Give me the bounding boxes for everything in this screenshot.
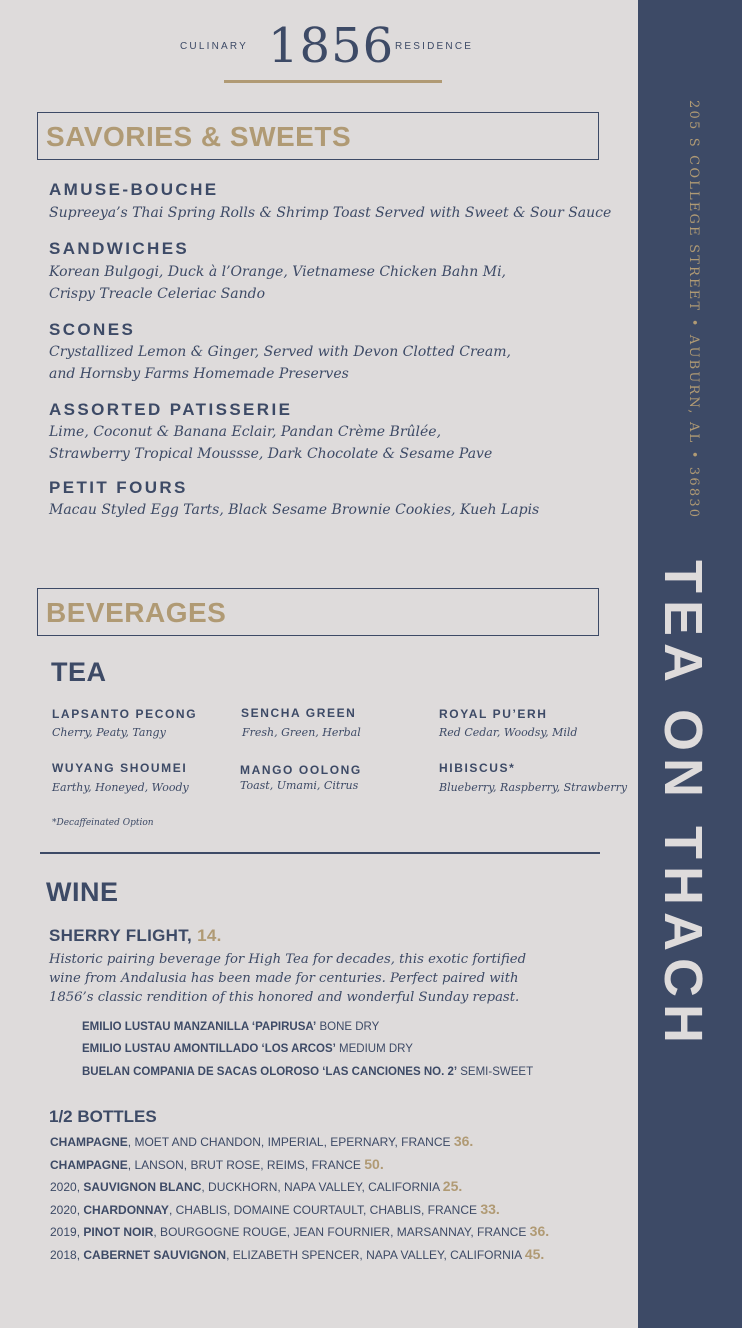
logo-right-text: RESIDENCE xyxy=(395,41,474,52)
menu-item-description: and Hornsby Farms Homemade Preserves xyxy=(49,366,349,382)
bottle-item xyxy=(50,1246,544,1262)
bottle-varietal: CHAMPAGNE xyxy=(50,1158,128,1172)
sherry-description-line: wine from Andalusia has been made for centuries. Perfect paired with xyxy=(49,971,519,986)
bottle-varietal: SAUVIGNON BLANC xyxy=(83,1180,202,1194)
bottle-price: 36. xyxy=(453,1133,474,1149)
bottle-varietal: CABERNET SAUVIGNON xyxy=(83,1248,227,1262)
menu-item-title: AMUSE-BOUCHE xyxy=(49,180,219,199)
bottle-price: 25. xyxy=(442,1178,463,1194)
beverages-section-header xyxy=(37,588,599,636)
tea-notes: Red Cedar, Woodsy, Mild xyxy=(439,726,578,739)
tea-notes: Toast, Umami, Citrus xyxy=(240,779,359,792)
beverages-heading: BEVERAGES xyxy=(46,597,227,628)
menu-item-description: Macau Styled Egg Tarts, Black Sesame Brownie Cookies, Kueh Lapis xyxy=(49,502,540,518)
tea-heading: TEA xyxy=(51,657,107,687)
savories-section-header xyxy=(37,112,599,160)
tea-name: MANGO OOLONG xyxy=(240,763,362,777)
sherry-item xyxy=(82,1021,379,1033)
brand-name: TEA ON THACH xyxy=(653,560,713,1050)
savories-heading: SAVORIES & SWEETS xyxy=(46,121,352,152)
menu-item-description: Strawberry Tropical Moussse, Dark Chocolate & Sesame Pave xyxy=(49,446,493,462)
half-bottles-title: 1/2 BOTTLES xyxy=(49,1107,157,1126)
bottle-item xyxy=(50,1178,462,1194)
sherry-item-style: SEMI-SWEET xyxy=(457,1066,534,1078)
bottle-item xyxy=(50,1133,473,1149)
menu-item-title: PETIT FOURS xyxy=(49,478,188,497)
sherry-item-name: BUELAN COMPANIA DE SACAS OLOROSO ‘LAS CANCIONES NO. 2’ xyxy=(82,1066,458,1078)
bottle-varietal: CHAMPAGNE xyxy=(50,1135,128,1149)
section-divider xyxy=(40,852,600,854)
menu-item-title: SANDWICHES xyxy=(49,239,190,258)
sherry-flight-title xyxy=(49,926,222,946)
sherry-description-line: 1856’s classic rendition of this honored and wonderful Sunday repast. xyxy=(49,990,520,1005)
wine-heading: WINE xyxy=(46,877,119,907)
sherry-item-style: MEDIUM DRY xyxy=(335,1043,413,1055)
logo-underline xyxy=(224,80,442,83)
bottle-price: 50. xyxy=(364,1156,384,1172)
sherry-item-name: EMILIO LUSTAU MANZANILLA ‘PAPIRUSA’ xyxy=(82,1021,317,1033)
tea-notes: Blueberry, Raspberry, Strawberry xyxy=(439,781,628,794)
tea-name: LAPSANTO PECONG xyxy=(52,707,198,721)
bottle-price: 33. xyxy=(480,1201,500,1217)
bottle-details: , BOURGOGNE ROUGE, JEAN FOURNIER, MARSANNAY, FRANCE xyxy=(153,1225,530,1239)
bottle-details: , DUCKHORN, NAPA VALLEY, CALIFORNIA xyxy=(201,1180,443,1194)
sherry-item xyxy=(82,1043,413,1055)
bottle-vintage: 2018, xyxy=(50,1248,84,1262)
tea-notes: Earthy, Honeyed, Woody xyxy=(52,781,189,794)
bottle-price: 36. xyxy=(529,1223,550,1239)
bottle-item xyxy=(50,1201,500,1217)
tea-name: HIBISCUS* xyxy=(439,761,516,775)
bottle-details: , CHABLIS, DOMAINE COURTAULT, CHABLIS, FRANCE xyxy=(168,1203,481,1217)
sherry-flight-name: SHERRY FLIGHT, xyxy=(49,926,193,945)
tea-notes: Fresh, Green, Herbal xyxy=(242,726,361,739)
tea-name: ROYAL PU’ERH xyxy=(439,707,548,721)
menu-item-description: Lime, Coconut & Banana Eclair, Pandan Crème Brûlée, xyxy=(49,424,442,440)
bottle-vintage: 2020, xyxy=(50,1203,84,1217)
decaf-footnote: *Decaffeinated Option xyxy=(52,818,154,828)
bottle-price: 45. xyxy=(524,1246,545,1262)
menu-item-description: Crispy Treacle Celeriac Sando xyxy=(49,286,266,302)
menu-item-title: SCONES xyxy=(49,320,136,339)
bottle-vintage: 2020, xyxy=(50,1180,84,1194)
logo-year: 1856 xyxy=(268,18,395,74)
bottle-item xyxy=(50,1156,384,1172)
tea-name: WUYANG SHOUMEI xyxy=(52,761,188,775)
sherry-item-name: EMILIO LUSTAU AMONTILLADO ‘LOS ARCOS’ xyxy=(82,1043,336,1055)
menu-item-description: Korean Bulgogi, Duck à l’Orange, Vietnamese Chicken Bahn Mi, xyxy=(49,264,506,280)
address: 205 S COLLEGE STREET • AUBURN, AL • 36830 xyxy=(686,100,701,520)
bottle-varietal: PINOT NOIR xyxy=(83,1225,154,1239)
logo-left-text: CULINARY xyxy=(180,41,248,52)
bottle-details: , ELIZABETH SPENCER, NAPA VALLEY, CALIFORNIA xyxy=(226,1248,525,1262)
sherry-item xyxy=(82,1066,533,1078)
tea-name: SENCHA GREEN xyxy=(241,706,357,720)
bottle-item xyxy=(50,1223,549,1239)
sherry-item-style: BONE DRY xyxy=(316,1021,380,1033)
bottle-varietal: CHARDONNAY xyxy=(83,1203,169,1217)
menu-item-title: ASSORTED PATISSERIE xyxy=(49,400,293,419)
menu-item-description: Crystallized Lemon & Ginger, Served with Devon Clotted Cream, xyxy=(49,344,511,360)
bottle-details: , MOET AND CHANDON, IMPERIAL, EPERNARY, FRANCE xyxy=(127,1135,454,1149)
sherry-flight-description xyxy=(49,950,526,1007)
bottle-details: , LANSON, BRUT ROSE, REIMS, FRANCE xyxy=(127,1158,365,1172)
logo xyxy=(0,18,638,88)
sherry-description-line: Historic pairing beverage for High Tea for decades, this exotic fortified xyxy=(49,952,527,967)
bottle-vintage: 2019, xyxy=(50,1225,84,1239)
sherry-flight-price: 14. xyxy=(197,926,222,945)
menu-item-description: Supreeya’s Thai Spring Rolls & Shrimp Toast Served with Sweet & Sour Sauce xyxy=(49,205,612,221)
tea-notes: Cherry, Peaty, Tangy xyxy=(52,726,166,739)
